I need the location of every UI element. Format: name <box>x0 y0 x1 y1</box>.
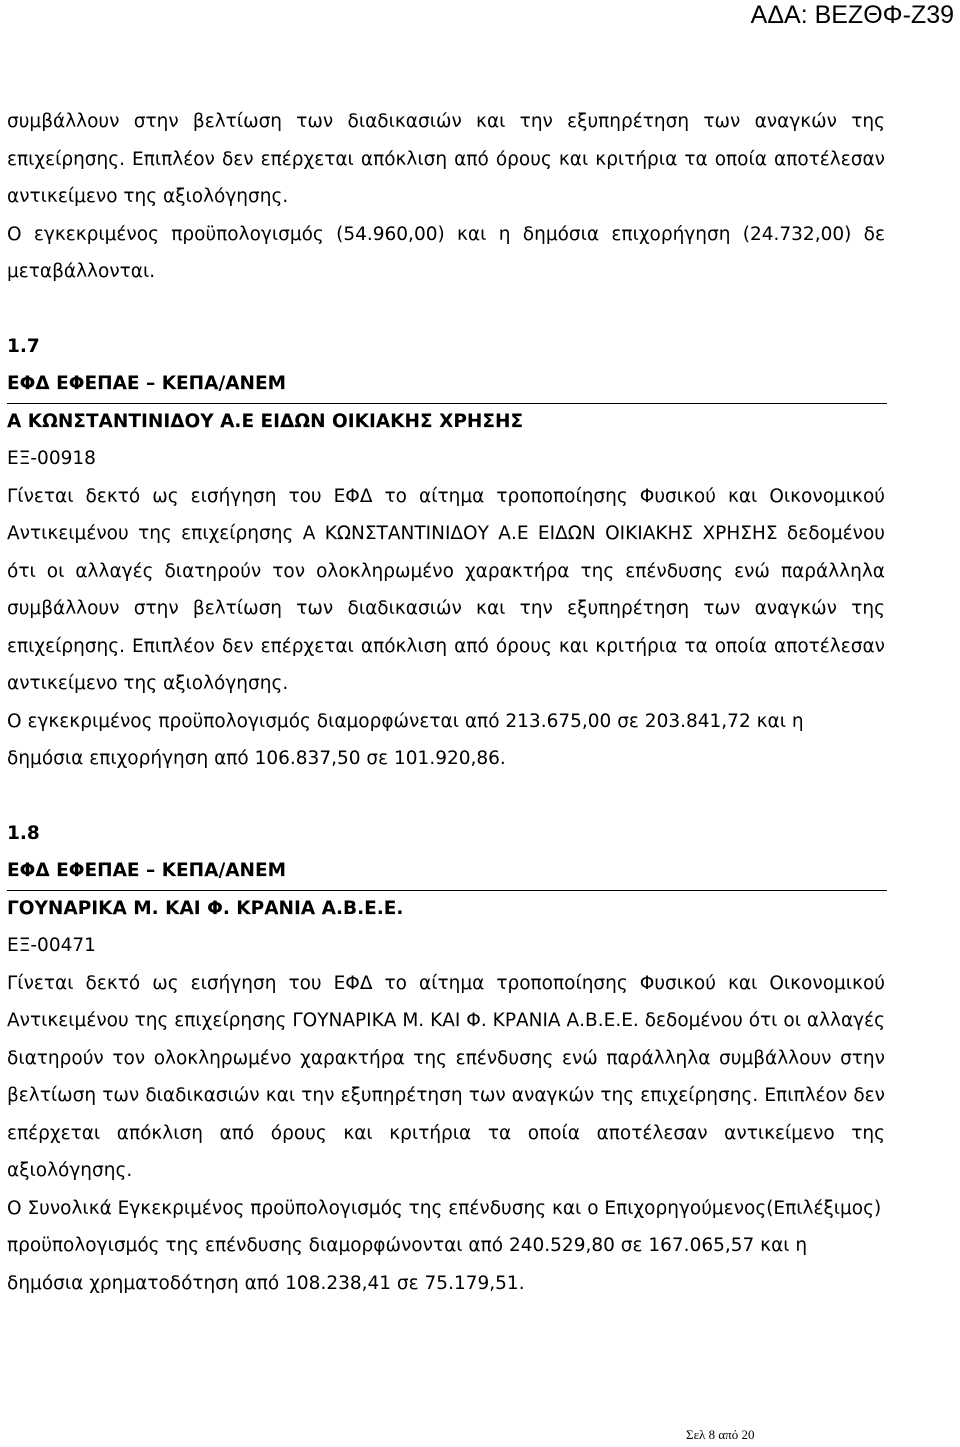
section-agency: ΕΦΔ ΕΦΕΠΑΕ – ΚΕΠΑ/ΑΝΕΜ <box>7 860 287 881</box>
spacer <box>7 291 885 328</box>
section-agency: ΕΦΔ ΕΦΕΠΑΕ – ΚΕΠΑ/ΑΝΕΜ <box>7 373 287 394</box>
spacer <box>7 778 885 815</box>
ada-code: ΑΔΑ: ΒΕΖΘΦ-Ζ39 <box>750 1 954 29</box>
section-number: 1.7 <box>7 335 40 357</box>
section-number: 1.8 <box>7 822 40 844</box>
paragraph-budget-unchanged: Ο εγκεκριμένος προϋπολογισμός (54.960,00) και η δημόσια επιχορήγηση (24.732,00) δε μεταβάλλονται. <box>7 223 885 282</box>
section-1-7 <box>7 328 885 778</box>
section-budget: Ο Συνολικά Εγκεκριμένος προϋπολογισμός της επένδυσης και ο Επιχορηγούμενος(Επιλέξιμος) προϋπολογισμός της επένδυσης διαμορφώνονται από 240.529,80 σε 167.065,57 και η δημόσια χρηματοδότηση από 108.238,41 σε 75.179,51. <box>7 1197 882 1294</box>
section-body: Γίνεται δεκτό ως εισήγηση του ΕΦΔ το αίτημα τροποποίησης Φυσικού και Οικονομικού Αντικειμένου της επιχείρησης ΓΟΥΝΑΡΙΚΑ Μ. ΚΑΙ Φ. ΚΡΑΝΙΑ Α.Β.Ε.Ε. δεδομένου ότι οι αλλαγές διατηρούν τον ολοκληρωμένο χαρακτήρα της επένδυσης ενώ παράλληλα συμβάλλουν στην βελτίωση των διαδικασιών και την εξυπηρέτηση των αναγκών της επιχείρησης. Επιπλέον δεν επέρχεται απόκλιση από όρους και κριτήρια τα οποία αποτέλεσαν αντικείμενο της αξιολόγησης. <box>7 972 885 1181</box>
section-code: ΕΞ-00471 <box>7 935 96 956</box>
document-body <box>7 103 885 1302</box>
section-company: ΓΟΥΝΑΡΙΚΑ Μ. ΚΑΙ Φ. ΚΡΑΝΙΑ Α.Β.Ε.Ε. <box>7 897 404 919</box>
section-code: ΕΞ-00918 <box>7 448 96 469</box>
section-body: Γίνεται δεκτό ως εισήγηση του ΕΦΔ το αίτημα τροποποίησης Φυσικού και Οικονομικού Αντικειμένου της επιχείρησης Α ΚΩΝΣΤΑΝΤΙΝΙΔΟΥ Α.Ε ΕΙΔΩΝ ΟΙΚΙΑΚΗΣ ΧΡΗΣΗΣ δεδομένου ότι οι αλλαγές διατηρούν τον ολοκληρωμένο χαρακτήρα της επένδυσης ενώ παράλληλα συμβάλλουν στην βελτίωση των διαδικασιών και την εξυπηρέτηση των αναγκών της επιχείρησης. Επιπλέον δεν επέρχεται απόκλιση από όρους και κριτήρια τα οποία αποτέλεσαν αντικείμενο της αξιολόγησης. <box>7 485 885 694</box>
paragraph-continuation: συμβάλλουν στην βελτίωση των διαδικασιών και την εξυπηρέτηση των αναγκών της επιχείρησης. Επιπλέον δεν επέρχεται απόκλιση από όρους και κριτήρια τα οποία αποτέλεσαν αντικείμενο της αξιολόγησης. <box>7 111 885 207</box>
section-1-8 <box>7 815 885 1303</box>
page-number: Σελ 8 από 20 <box>686 1427 755 1442</box>
section-budget: Ο εγκεκριμένος προϋπολογισμός διαμορφώνεται από 213.675,00 σε 203.841,72 και η δημόσια επιχορήγηση από 106.837,50 σε 101.920,86. <box>7 710 804 769</box>
section-company: Α ΚΩΝΣΤΑΝΤΙΝΙΔΟΥ Α.Ε ΕΙΔΩΝ ΟΙΚΙΑΚΗΣ ΧΡΗΣΗΣ <box>7 410 524 432</box>
